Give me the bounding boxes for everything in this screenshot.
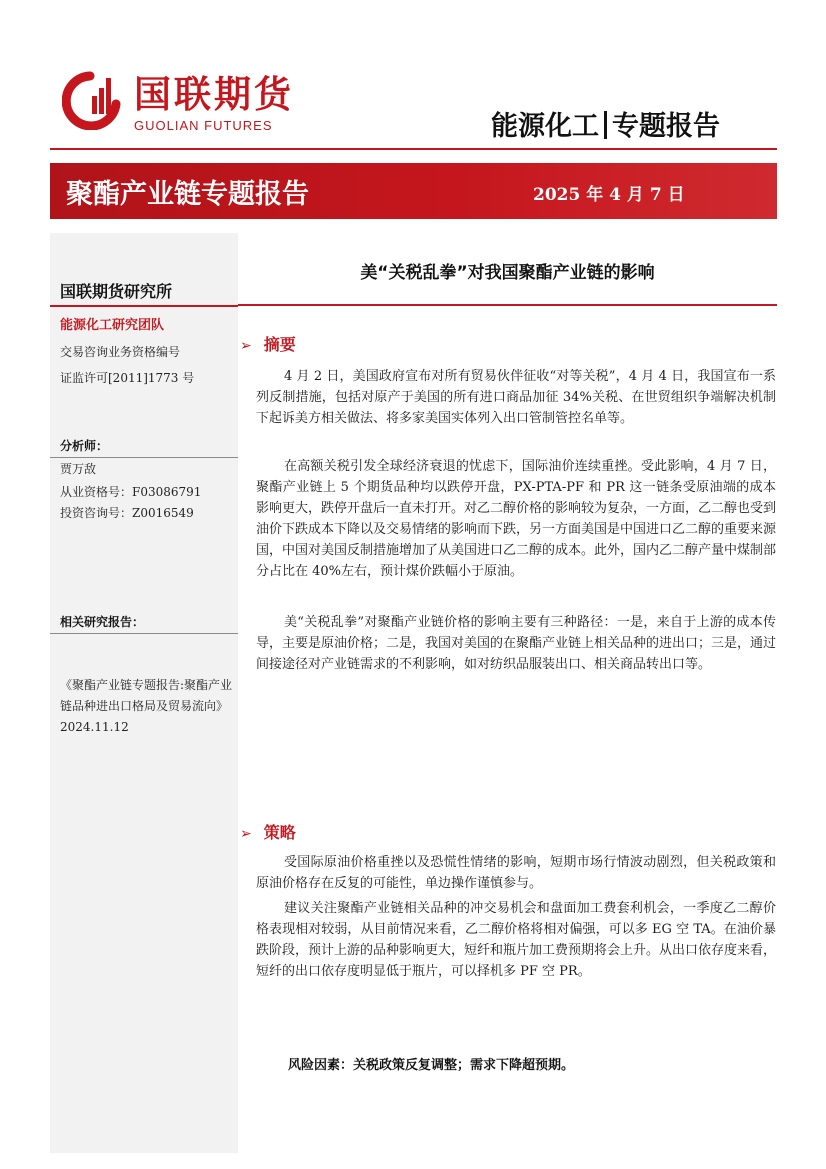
strategy-paragraph: 受国际原油价格重挫以及恐慌性情绪的影响，短期市场行情波动剧烈，但关税政策和原油价格存在反复的可能性，单边操作谨慎参与。 <box>256 855 776 891</box>
analyst-rule <box>50 457 238 458</box>
strategy-paragraph: 建议关注聚酯产业链相关品种的冲交易机会和盘面加工费套利机会，一季度乙二醇价格表现相对较弱，从目前情况来看，乙二醇价格将相对偏强，可以多 EG 空 TA。在油价暴跌阶段，预计上游的品种影响更大，短纤和瓶片加工费预期将会上升。从出口依存度来看，短纤的出口依存度明显低于瓶片，可以择机多 PF 空 PR。 <box>256 901 777 979</box>
report-category <box>491 104 720 143</box>
analyst-heading: 分析师： <box>60 439 109 453</box>
strategy-heading <box>240 820 296 843</box>
analyst-name: 贾万敌 <box>60 462 97 476</box>
header-rule <box>50 148 777 150</box>
article-title: 美“关税乱拳”对我国聚酯产业链的影响 <box>360 263 655 283</box>
qualification-number: 从业资格号：F03086791 <box>60 485 202 499</box>
title-banner <box>50 163 777 219</box>
sidebar <box>50 233 238 1153</box>
summary-paragraph: 4 月 2 日，美国政府宣布对所有贸易伙伴征收“对等关税”，4 月 4 日，我国宣布一系列反制措施，包括对原产于美国的所有进口商品加征 34%关税、在世贸组织争端解决机制下起诉美方相关做法、将多家美国实体列入出口管制管控名单等。 <box>256 369 776 426</box>
institute-name: 国联期货研究所 <box>60 282 173 301</box>
summary-paragraph: 在高额关税引发全球经济衰退的忧虑下，国际油价连续重挫。受此影响，4 月 7 日，聚酯产业链上 5 个期货品种均以跌停开盘，PX-PTA-PF 和 PR 这一链条受原油端的成本影响更大，跌停开盘后一直未打开。对乙二醇价格的影响较为复杂，一方面，乙二醇也受到油价下跌成本下降以及交易情绪的影响而下跌，另一方面美国是中国进口乙二醇的重要来源国，中国对美国反制措施增加了从美国进口乙二醇的成本。此外，国内乙二醇产量中煤制部分占比在 40%左右，预计煤价跌幅小于原油。 <box>256 459 777 579</box>
guolian-logo-icon <box>62 70 122 130</box>
license-line-2: 证监许可[2011]1773 号 <box>60 371 195 385</box>
category-right: 专题报告 <box>612 111 720 142</box>
sidebar-rule <box>50 305 238 307</box>
summary-heading-label: 摘要 <box>263 335 296 354</box>
title-rule <box>238 304 777 306</box>
related-report-link[interactable]: 《聚酯产业链专题报告:聚酯产业链品种进出口格局及贸易流向》2024.11.12 <box>60 678 233 734</box>
arrow-icon: ➢ <box>240 338 252 354</box>
related-rule <box>50 633 238 634</box>
summary-paragraph: 美“关税乱拳”对聚酯产业链价格的影响主要有三种路径：一是，来自于上游的成本传导，主要是原油价格；二是，我国对美国的在聚酯产业链上相关品种的进出口；三是，通过间接途径对产业链需求的不利影响，如对纺织品服装出口、相关商品转出口等。 <box>256 615 777 672</box>
logo-text-cn: 国联期货 <box>134 73 294 116</box>
category-left: 能源化工 <box>491 111 599 142</box>
research-team: 能源化工研究团队 <box>60 318 165 333</box>
risk-factors: 风险因素：关税政策反复调整；需求下降超预期。 <box>288 1058 575 1073</box>
consult-number: 投资咨询号：Z0016549 <box>60 506 194 520</box>
category-divider <box>604 111 607 139</box>
summary-heading <box>240 332 296 355</box>
report-date: 2025 年 4 月 7 日 <box>533 185 685 205</box>
strategy-heading-label: 策略 <box>263 823 296 842</box>
logo-text-en: GUOLIAN FUTURES <box>134 118 273 133</box>
related-heading: 相关研究报告： <box>60 615 145 629</box>
license-line-1: 交易咨询业务资格编号 <box>60 345 181 359</box>
report-title: 聚酯产业链专题报告 <box>66 179 309 210</box>
arrow-icon: ➢ <box>240 826 252 842</box>
